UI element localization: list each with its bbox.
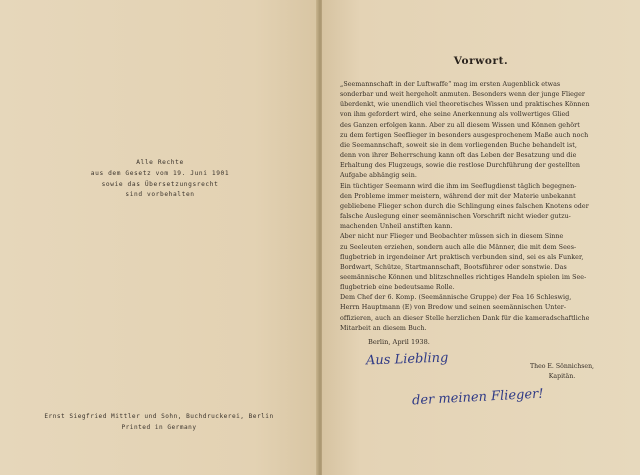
signer-title: Kapitän. xyxy=(548,373,576,380)
foreword-line: „Seemannschaft in der Luftwaffe“ mag im ersten Augenblick etwas xyxy=(340,81,561,88)
page-title: Vorwort. xyxy=(453,55,509,67)
foreword-line: Aber nicht nur Flieger und Beobachter müssen sich in diesem Sinne xyxy=(340,233,564,241)
foreword-line: flugbetrieb in irgendeiner Art praktisch verbunden sind, sei es als Funker, xyxy=(340,253,584,261)
rights-line: aus dem Gesetz vom 19. Juni 1901 xyxy=(90,169,230,177)
handwritten-inscription-line: Aus Liebling xyxy=(365,350,449,369)
foreword-line: seemännische Können und blitzschnelles richtiges Handeln spielen im See- xyxy=(340,273,587,281)
foreword-line: machenden Unheil anstiften kann. xyxy=(340,223,453,231)
foreword-line: zu dem fertigen Seeflieger in besonders ausgesprochenem Maße auch noch xyxy=(340,131,589,139)
rights-notice xyxy=(60,158,260,201)
foreword-line: den Probleme immer meistern, während der mit der Materie unbekannt xyxy=(340,192,576,200)
foreword-line: von ihm gefordert wird, ehe seine Anerkennung als vollwertiges Glied xyxy=(340,111,570,119)
foreword-line: falsche Auslegung einer seemännischen Vorschrift nicht wieder gutzu- xyxy=(340,213,571,221)
printer-imprint xyxy=(10,411,308,433)
rights-line: sowie das Übersetzungsrecht xyxy=(101,180,219,188)
foreword-line: gebliebene Flieger schon durch die Schlingung eines falschen Knotens oder xyxy=(340,202,589,210)
left-page xyxy=(0,0,318,475)
foreword-line: die Seemannschaft, soweit sie in dem vorliegenden Buche behandelt ist, xyxy=(340,141,577,149)
handwritten-inscription-line: der meinen Flieger! xyxy=(411,386,544,409)
foreword-line: Mitarbeit an diesem Buch. xyxy=(340,324,427,332)
right-page xyxy=(322,0,640,475)
foreword-line: flugbetrieb eine bedeutsame Rolle. xyxy=(340,284,455,292)
foreword-line: Erhaltung des Flugzeugs, sowie die restlose Durchführung der gestellten xyxy=(340,162,581,170)
foreword-line: zu Seeleuten erziehen, sondern auch alle die Männer, die mit dem Sees- xyxy=(340,243,577,251)
foreword-line: Bordwart, Schütze, Startmannschaft, Bootsführer oder sonstwie. Das xyxy=(340,263,567,271)
imprint-line: Ernst Siegfried Mittler und Sohn, Buchdruckerei, Berlin xyxy=(44,413,274,420)
place-date: Berlin, April 1938. xyxy=(368,338,430,346)
foreword-line: überdenkt, wie unendlich viel theoretisches Wissen und praktisches Können xyxy=(340,101,590,109)
foreword-line: sonderbar und weit hergeholt anmuten. Besonders wenn der junge Flieger xyxy=(340,91,585,99)
foreword-line: Dem Chef der 6. Komp. (Seemännische Gruppe) der Fea 16 Schleswig, xyxy=(340,294,572,302)
foreword-line: denn von ihrer Beherrschung kann oft das Leben der Besatzung und die xyxy=(340,152,577,160)
imprint-line: Printed in Germany xyxy=(121,424,197,431)
foreword-line: Ein tüchtiger Seemann wird die ihm im Seeflugdienst täglich begegnen- xyxy=(340,182,577,190)
signature-block xyxy=(502,362,622,382)
foreword-line: offizieren, auch an dieser Stelle herzlichen Dank für die kameradschaftliche xyxy=(340,314,590,322)
rights-line: sind vorbehalten xyxy=(125,191,195,199)
signer-name: Theo E. Sönnichsen, xyxy=(529,363,595,370)
foreword-line: Aufgabe abhängig sein. xyxy=(340,172,417,180)
rights-line: Alle Rechte xyxy=(136,159,184,166)
foreword-line: Herrn Hauptmann (E) von Bredow und seinen seemännischen Unter- xyxy=(340,304,567,312)
foreword-body xyxy=(340,80,630,334)
foreword-line: des Ganzen erfolgen kann. Aber zu all diesem Wissen und Können gehört xyxy=(340,121,580,129)
